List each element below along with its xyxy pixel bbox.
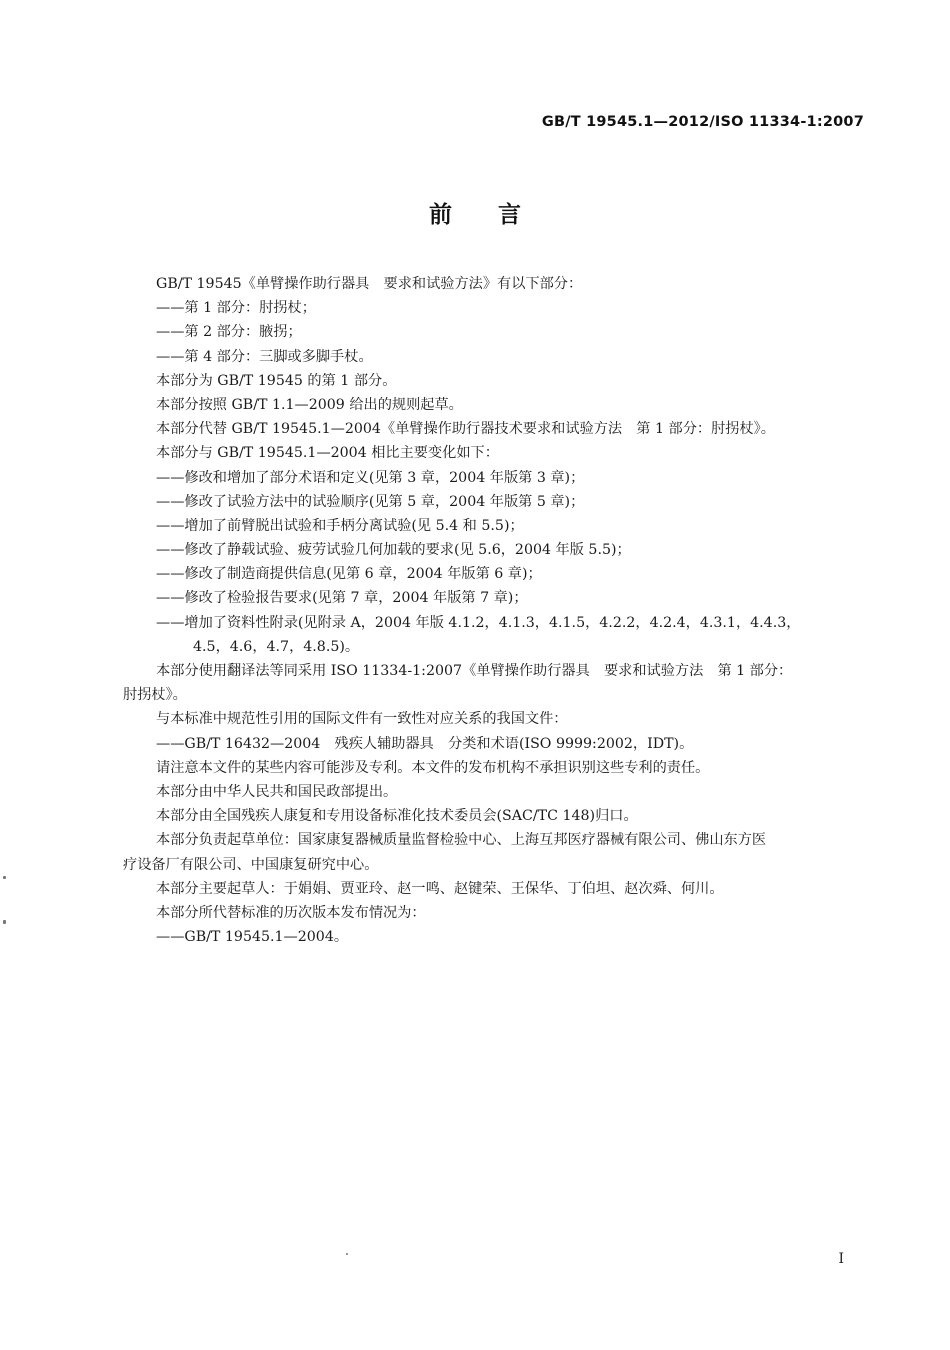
paragraph: 本部分所代替标准的历次版本发布情况为： [156, 904, 426, 921]
paragraph: 本部分负责起草单位：国家康复器械质量监督检验中心、上海互邦医疗器械有限公司、佛山东方医 [156, 832, 767, 849]
list-item: ——第 4 部分：三脚或多脚手杖。 [156, 348, 373, 365]
paragraph: 本部分与 GB/T 19545.1—2004 相比主要变化如下： [156, 445, 499, 462]
list-item: ——第 1 部分：肘拐杖； [156, 300, 316, 317]
scan-speck [346, 1253, 348, 1255]
paragraph-continuation: 疗设备厂有限公司、中国康复研究中心。 [123, 856, 379, 873]
list-item: ——GB/T 19545.1—2004。 [156, 929, 349, 946]
paragraph: 本部分主要起草人：于娟娟、贾亚玲、赵一鸣、赵键荣、王保华、丁伯坦、赵次舜、何川。 [156, 880, 724, 897]
page-title: 前言 [429, 202, 567, 228]
list-item: ——增加了资料性附录(见附录 A，2004 年版 4.1.2，4.1.3，4.1.5，4.2.2，4.2.4，4.3.1，4.4.3， [156, 614, 801, 631]
list-item: ——修改了制造商提供信息(见第 6 章，2004 年版第 6 章)； [156, 566, 542, 583]
preface-body [123, 272, 865, 949]
paragraph: 本部分由全国残疾人康复和专用设备标准化技术委员会(SAC/TC 148)归口。 [156, 808, 638, 825]
paragraph: GB/T 19545《单臂操作助行器具 要求和试验方法》有以下部分： [156, 276, 583, 292]
standard-code-header: GB/T 19545.1—2012/ISO 11334-1:2007 [541, 114, 864, 130]
paragraph: 本部分按照 GB/T 1.1—2009 给出的规则起草。 [156, 396, 463, 413]
list-item: ——修改了试验方法中的试验顺序(见第 5 章，2004 年版第 5 章)； [156, 493, 585, 510]
list-item: ——修改和增加了部分术语和定义(见第 3 章，2004 年版第 3 章)； [156, 469, 585, 486]
paragraph: 请注意本文件的某些内容可能涉及专利。本文件的发布机构不承担识别这些专利的责任。 [156, 759, 710, 776]
scan-speck [3, 876, 6, 879]
list-item: ——修改了检验报告要求(见第 7 章，2004 年版第 7 章)； [156, 590, 528, 607]
paragraph: 本部分为 GB/T 19545 的第 1 部分。 [156, 372, 397, 389]
paragraph-continuation: 肘拐杖》。 [123, 687, 187, 704]
list-item-continuation: 4.5，4.6，4.7，4.8.5)。 [193, 638, 360, 655]
list-item: ——第 2 部分：腋拐； [156, 324, 302, 341]
scan-speck [3, 920, 6, 924]
page-number: I [838, 1251, 844, 1267]
paragraph: 本部分由中华人民共和国民政部提出。 [156, 783, 398, 800]
list-item: ——增加了前臂脱出试验和手柄分离试验(见 5.4 和 5.5)； [156, 517, 524, 534]
list-item: ——修改了静载试验、疲劳试验几何加载的要求(见 5.6，2004 年版 5.5)； [156, 542, 631, 559]
paragraph: 本部分代替 GB/T 19545.1—2004《单臂操作助行器技术要求和试验方法 第 1 部分：肘拐杖》。 [156, 421, 775, 438]
list-item: ——GB/T 16432—2004 残疾人辅助器具 分类和术语(ISO 9999:2002，IDT)。 [156, 735, 694, 752]
paragraph: 与本标准中规范性引用的国际文件有一致性对应关系的我国文件： [156, 711, 568, 728]
paragraph: 本部分使用翻译法等同采用 ISO 11334-1:2007《单臂操作助行器具 要求和试验方法 第 1 部分： [156, 663, 793, 679]
